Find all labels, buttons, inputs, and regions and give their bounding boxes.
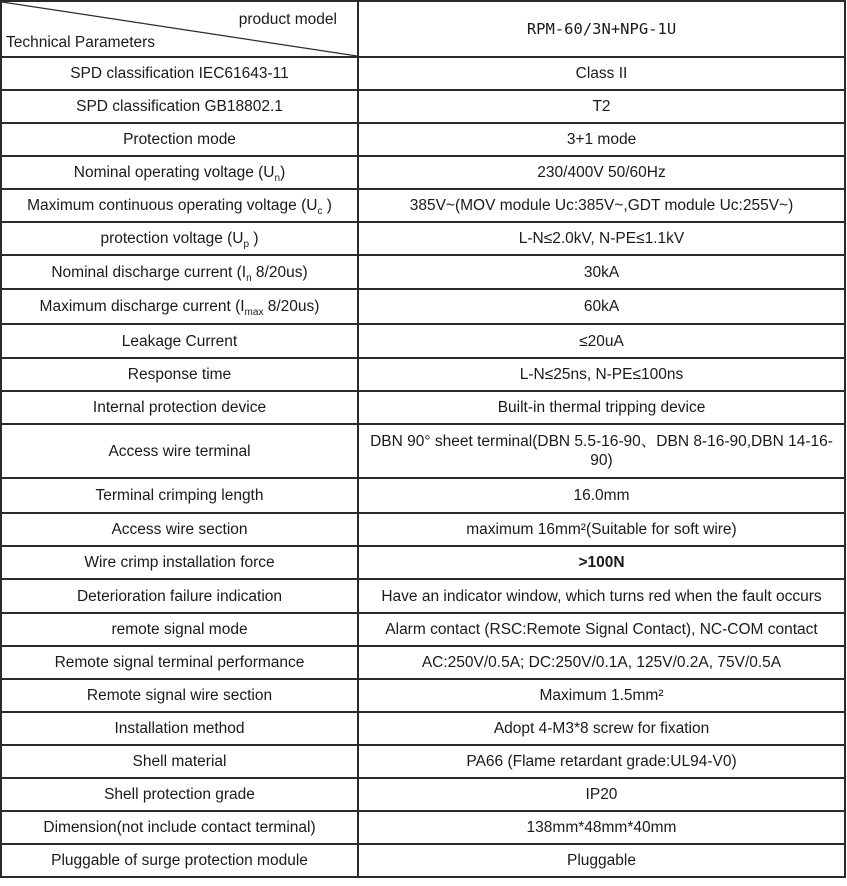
table-row	[1, 324, 845, 358]
param-cell: Response time	[1, 358, 358, 391]
value-cell: 230/400V 50/60Hz	[358, 156, 845, 189]
table-row	[1, 811, 845, 844]
param-cell: SPD classification IEC61643-11	[1, 57, 358, 90]
param-cell: Installation method	[1, 712, 358, 745]
param-text-tail: )	[280, 164, 286, 181]
value-cell: Maximum 1.5mm²	[358, 679, 845, 712]
table-row	[1, 745, 845, 778]
value-cell: Built-in thermal tripping device	[358, 391, 845, 424]
table-row	[1, 712, 845, 745]
value-cell: DBN 90° sheet terminal(DBN 5.5-16-90、DBN 8-16-90,DBN 14-16-90)	[358, 424, 845, 478]
value-cell: 16.0mm	[358, 478, 845, 513]
table-row	[1, 513, 845, 546]
param-cell	[1, 289, 358, 324]
table-row	[1, 123, 845, 156]
param-cell: Access wire terminal	[1, 424, 358, 478]
value-cell: ≤20uA	[358, 324, 845, 358]
param-text-tail: 8/20us)	[263, 298, 320, 315]
param-subscript: c	[317, 206, 323, 218]
param-text-tail: 8/20us)	[251, 263, 308, 281]
param-cell: Internal protection device	[1, 391, 358, 424]
value-cell: Adopt 4-M3*8 screw for fixation	[358, 712, 845, 745]
table-row	[1, 679, 845, 712]
table-row	[1, 358, 845, 391]
table-row	[1, 90, 845, 123]
value-cell: >100N	[358, 546, 845, 579]
param-cell: Remote signal wire section	[1, 679, 358, 712]
param-text: Maximum continuous operating voltage (U	[27, 197, 318, 214]
param-text: Nominal operating voltage (U	[73, 164, 275, 181]
table-row	[1, 613, 845, 646]
value-cell: AC:250V/0.5A; DC:250V/0.1A, 125V/0.2A, 75V/0.5A	[358, 646, 845, 679]
value-cell: 3+1 mode	[358, 123, 845, 156]
table-row	[1, 646, 845, 679]
table-row	[1, 391, 845, 424]
param-cell: Leakage Current	[1, 324, 358, 358]
param-cell: remote signal mode	[1, 613, 358, 646]
value-cell: Alarm contact (RSC:Remote Signal Contact), NC-COM contact	[358, 613, 845, 646]
table-row	[1, 189, 845, 222]
param-cell: Shell protection grade	[1, 778, 358, 811]
param-text: protection voltage (U	[100, 230, 244, 247]
table-row	[1, 844, 845, 877]
param-subscript: max	[244, 307, 264, 319]
value-cell: maximum 16mm²(Suitable for soft wire)	[358, 513, 845, 546]
param-subscript: n	[274, 173, 281, 185]
param-text-tail: )	[322, 197, 332, 214]
value-cell: L-N≤2.0kV, N-PE≤1.1kV	[358, 222, 845, 255]
param-cell: Protection mode	[1, 123, 358, 156]
corner-label-technical-parameters: Technical Parameters	[6, 34, 156, 51]
param-cell: Deterioration failure indication	[1, 579, 358, 613]
table-row	[1, 222, 845, 255]
param-subscript: p	[243, 239, 250, 251]
param-cell: Terminal crimping length	[1, 478, 358, 513]
value-cell: 30kA	[358, 255, 845, 289]
table-row	[1, 57, 845, 90]
value-cell: Pluggable	[358, 844, 845, 877]
param-subscript: n	[246, 272, 252, 284]
table-row	[1, 156, 845, 189]
value-cell: PA66 (Flame retardant grade:UL94-V0)	[358, 745, 845, 778]
param-text-tail: )	[249, 230, 259, 247]
param-cell	[1, 156, 358, 189]
corner-header-cell	[1, 1, 358, 57]
param-cell: Access wire section	[1, 513, 358, 546]
table-row	[1, 289, 845, 324]
corner-label-product-model: product model	[238, 11, 337, 28]
param-text: Maximum discharge current (I	[39, 298, 245, 315]
param-cell	[1, 189, 358, 222]
value-cell: 60kA	[358, 289, 845, 324]
value-cell: 138mm*48mm*40mm	[358, 811, 845, 844]
param-text: Nominal discharge current (I	[51, 263, 247, 281]
table-row	[1, 546, 845, 579]
table-row	[1, 424, 845, 478]
param-cell: Shell material	[1, 745, 358, 778]
param-cell: Dimension(not include contact terminal)	[1, 811, 358, 844]
table-row	[1, 255, 845, 289]
value-cell: Have an indicator window, which turns red when the fault occurs	[358, 579, 845, 613]
param-cell	[1, 255, 358, 289]
table-row	[1, 579, 845, 613]
table-row	[1, 478, 845, 513]
value-cell: IP20	[358, 778, 845, 811]
param-cell: SPD classification GB18802.1	[1, 90, 358, 123]
model-cell: RPM-60/3N+NPG-1U	[358, 1, 845, 57]
value-cell: 385V~(MOV module Uc:385V~,GDT module Uc:255V~)	[358, 189, 845, 222]
value-cell: L-N≤25ns, N-PE≤100ns	[358, 358, 845, 391]
param-cell: Remote signal terminal performance	[1, 646, 358, 679]
value-cell: T2	[358, 90, 845, 123]
header-row	[1, 1, 845, 57]
param-cell: Wire crimp installation force	[1, 546, 358, 579]
table-row	[1, 778, 845, 811]
param-cell	[1, 222, 358, 255]
value-cell: Class II	[358, 57, 845, 90]
param-cell: Pluggable of surge protection module	[1, 844, 358, 877]
